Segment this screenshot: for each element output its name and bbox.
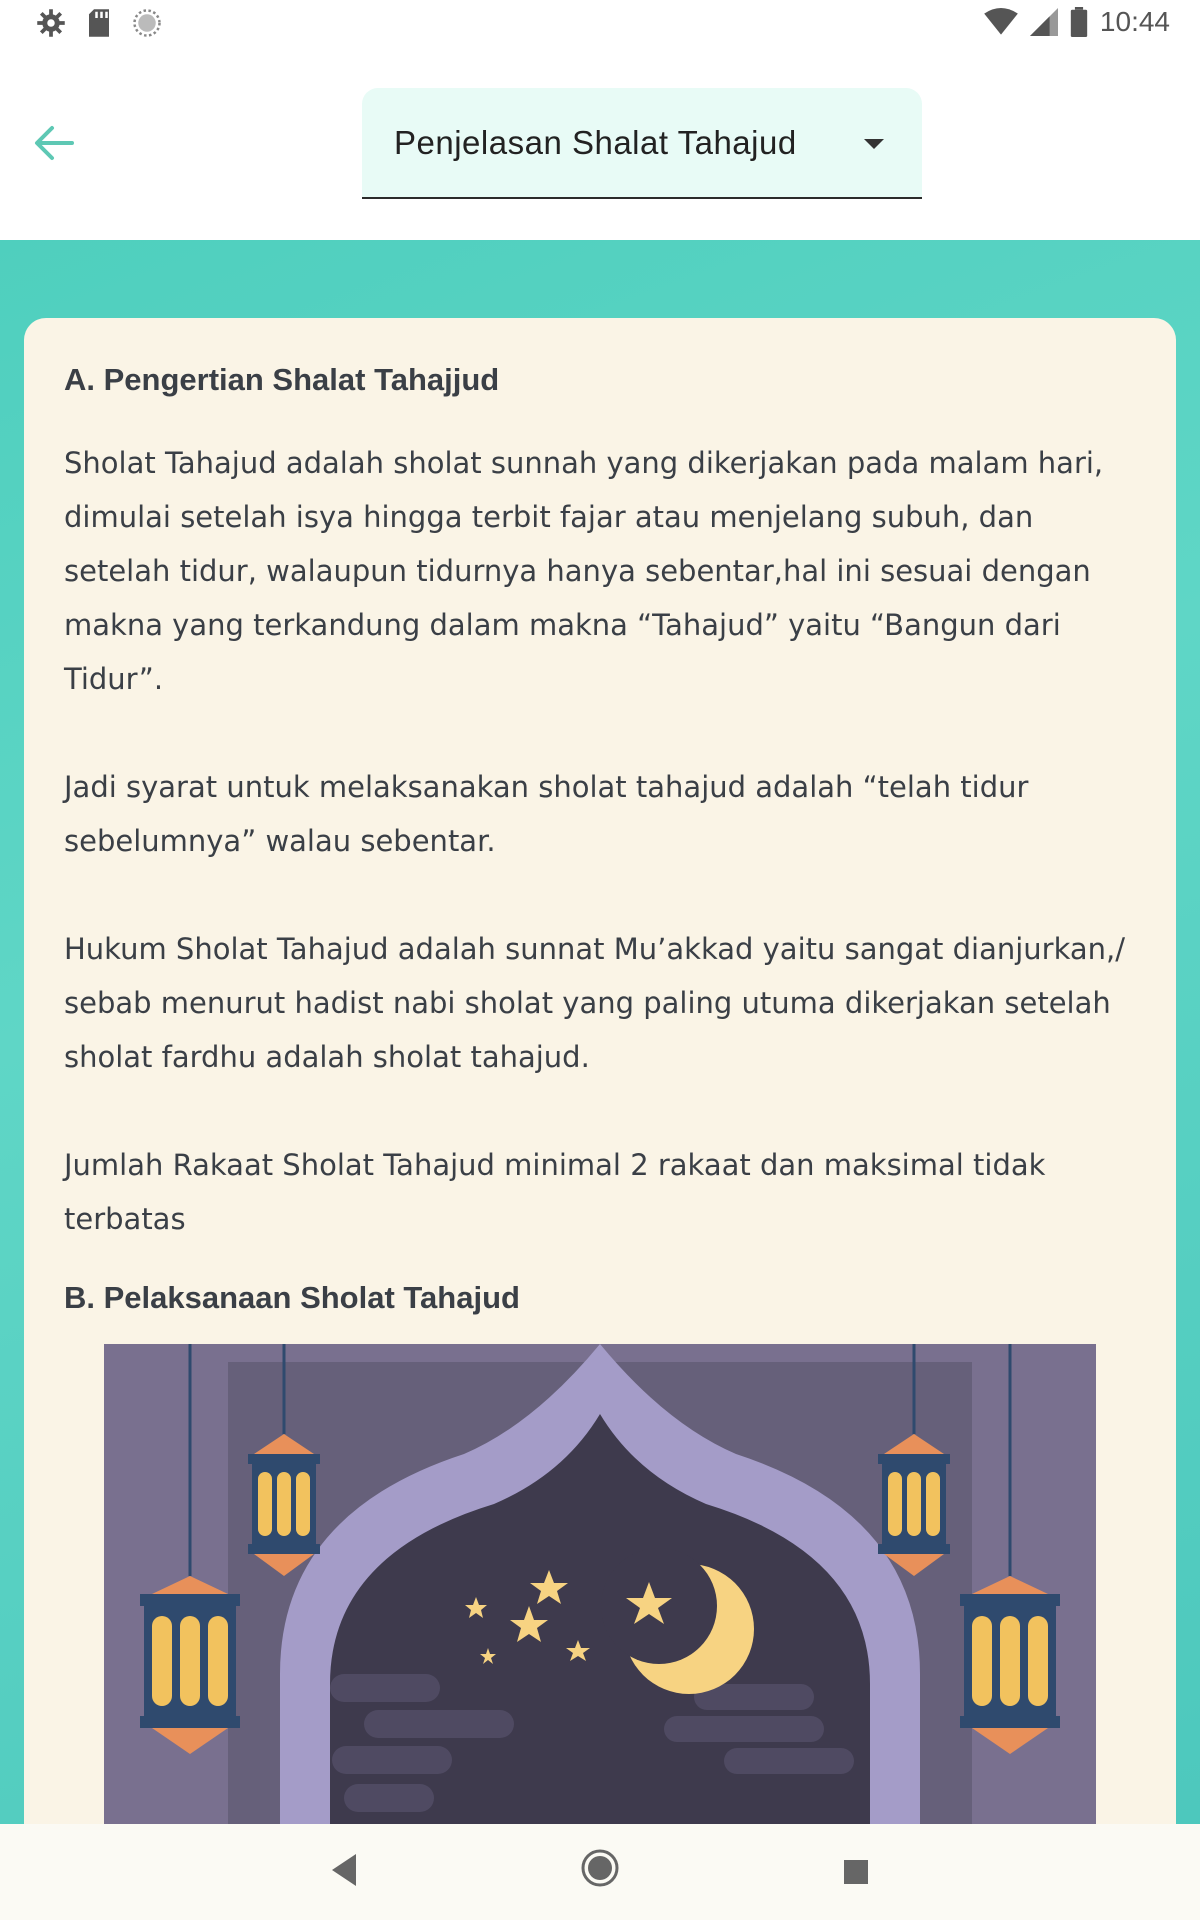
section-heading-b: B. Pelaksanaan Sholat Tahajud: [64, 1280, 520, 1315]
arrow-left-icon: [32, 123, 76, 163]
back-button[interactable]: [26, 115, 82, 171]
status-bar: [0, 0, 1200, 50]
battery-icon: [1070, 7, 1088, 37]
sync-icon: [132, 8, 162, 38]
status-left-icons: [36, 8, 162, 38]
system-nav-bar: [0, 1824, 1200, 1920]
status-time: 10:44: [1099, 6, 1170, 37]
sd-card-icon: [86, 8, 112, 38]
signal-icon: [1030, 8, 1058, 36]
content-card[interactable]: [24, 318, 1176, 1878]
app-bar: [0, 50, 1200, 240]
wifi-icon: [984, 8, 1018, 36]
chevron-down-icon: [864, 139, 884, 149]
mosque-night-illustration: [104, 1344, 1096, 1878]
status-right-icons: [984, 6, 1170, 38]
nav-recent-icon[interactable]: [844, 1860, 868, 1884]
gear-icon: [36, 8, 66, 38]
paragraph-ruling: Hukum Sholat Tahajud adalah sunnat Mu’akkad yaitu sangat dianjurkan,/ sebab menurut hadist nabi sholat yang paling utuma dikerjakan setelah sholat fardhu adalah sholat tahajud.: [64, 932, 1126, 1074]
topic-dropdown[interactable]: [362, 88, 922, 199]
paragraph-rakaat: Jumlah Rakaat Sholat Tahajud minimal 2 rakaat dan maksimal tidak terbatas: [64, 1148, 1046, 1236]
nav-back-icon[interactable]: [330, 1852, 358, 1888]
paragraph-requirement: Jadi syarat untuk melaksanakan sholat tahajud adalah “telah tidur sebelumnya” walau sebentar.: [64, 770, 1029, 858]
nav-home-icon[interactable]: [580, 1848, 620, 1888]
paragraph-definition: Sholat Tahajud adalah sholat sunnah yang dikerjakan pada malam hari, dimulai setelah isya hingga terbit fajar atau menjelang subuh, dan setelah tidur, walaupun tidurnya hanya sebentar,hal ini sesuai dengan makna yang terkandung dalam makna “Tahajud” yaitu “Bangun dari Tidur”.: [64, 446, 1104, 696]
section-heading-a: A. Pengertian Shalat Tahajjud: [64, 362, 500, 397]
dropdown-selected-value: Penjelasan Shalat Tahajud: [394, 123, 797, 161]
